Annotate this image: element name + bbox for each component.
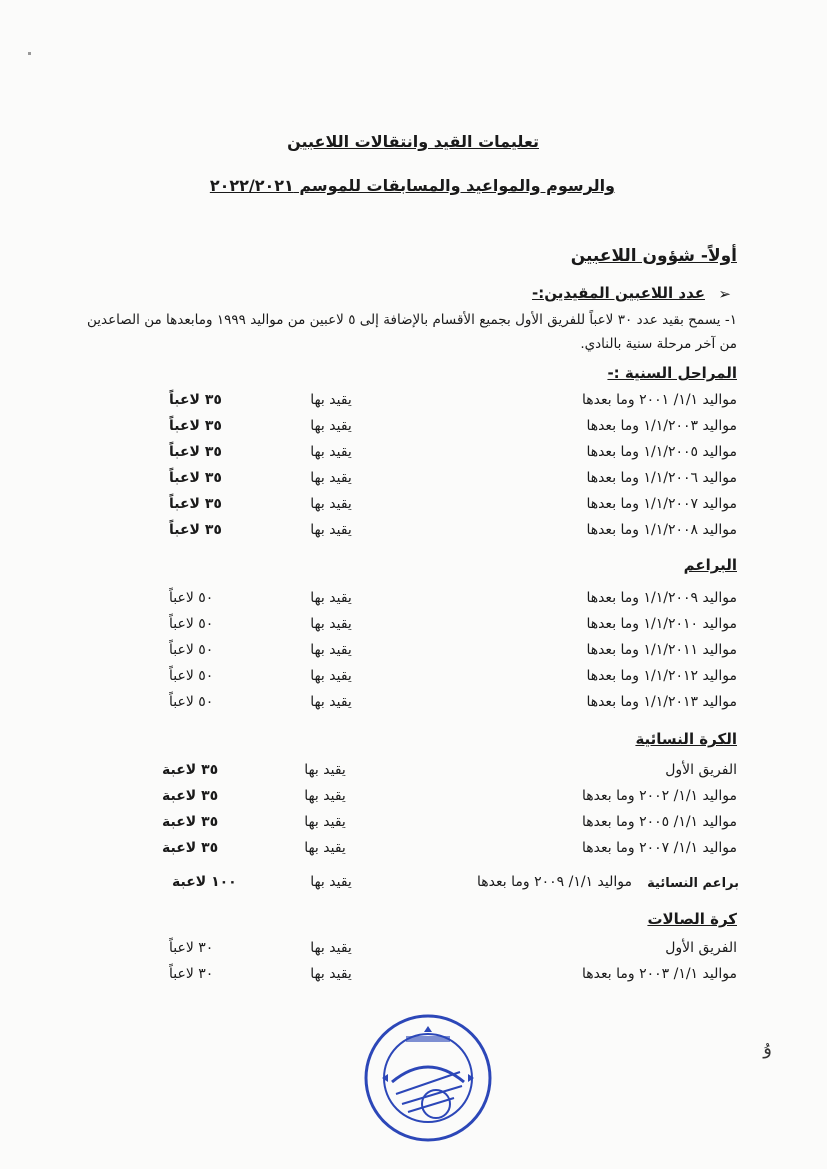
player-count: ٥٠ لاعباً: [169, 616, 214, 632]
player-count: ٣٥ لاعباً: [169, 418, 222, 434]
registration-label: يقيد بها: [310, 966, 352, 982]
player-count: ٣٥ لاعباً: [169, 470, 222, 486]
table-row: [0, 694, 827, 716]
registration-paragraph: ١- يسمح بقيد عدد ٣٠ لاعباً للفريق الأول بجميع الأقسام بالإضافة إلى ٥ لاعبين من مواليد ١٩٩٩ ومابعدها من الصاعدين من آخر مرحلة سنية بالنادي.: [87, 312, 737, 352]
table-row: [0, 496, 827, 518]
table-row: [0, 814, 827, 836]
player-count: ٣٠ لاعباً: [169, 940, 214, 956]
player-count: ٥٠ لاعباً: [169, 642, 214, 658]
birth-range: مواليد ١/١/٢٠٠٣ وما بعدها: [586, 418, 737, 434]
table-row: [0, 418, 827, 440]
birth-range: مواليد ١/١/٢٠١٠ وما بعدها: [586, 616, 737, 632]
women-juniors-label: براعم النسائية: [647, 876, 739, 891]
registration-label: يقيد بها: [310, 522, 352, 538]
birth-range: مواليد ١/١/٢٠٠٨ وما بعدها: [586, 522, 737, 538]
birth-range: مواليد ١/١/ ٢٠٠٥ وما بعدها: [581, 814, 737, 830]
player-count: ٥٠ لاعباً: [169, 694, 214, 710]
table-row: [0, 642, 827, 664]
birth-range: الفريق الأول: [665, 940, 737, 956]
handwritten-initial-icon: ۇ: [763, 1038, 772, 1059]
women-football-heading: الكرة النسائية: [635, 730, 737, 748]
registration-label: يقيد بها: [310, 874, 352, 890]
registration-label: يقيد بها: [310, 392, 352, 408]
birth-range: مواليد ١/١/٢٠١٣ وما بعدها: [586, 694, 737, 710]
document-title: تعليمات القيد وانتقالات اللاعبين: [287, 132, 539, 151]
player-count: ٣٥ لاعبة: [162, 840, 219, 856]
registration-label: يقيد بها: [310, 470, 352, 486]
table-row: [0, 444, 827, 466]
birth-range: مواليد ١/١/٢٠١٢ وما بعدها: [586, 668, 737, 684]
registration-label: يقيد بها: [310, 418, 352, 434]
birth-range: مواليد ١/١/٢٠٠٥ وما بعدها: [586, 444, 737, 460]
birth-range: مواليد ١/١/ ٢٠٠٣ وما بعدها: [581, 966, 737, 982]
table-row: [0, 470, 827, 492]
registration-label: يقيد بها: [304, 788, 346, 804]
birth-range: مواليد ١/١/ ٢٠٠٧ وما بعدها: [581, 840, 737, 856]
birth-range: مواليد ١/١/٢٠٠٧ وما بعدها: [586, 496, 737, 512]
player-count: ١٠٠ لاعبة: [172, 874, 237, 890]
player-count: ٣٥ لاعبة: [162, 762, 219, 778]
table-row: [0, 788, 827, 810]
player-count: ٣٥ لاعبة: [162, 788, 219, 804]
age-stages-heading: المراحل السنية :-: [607, 364, 737, 382]
registration-label: يقيد بها: [310, 496, 352, 512]
player-count: ٥٠ لاعباً: [169, 590, 214, 606]
table-row: [0, 966, 827, 988]
player-count: ٣٥ لاعباً: [169, 496, 222, 512]
table-row: [0, 392, 827, 414]
registration-label: يقيد بها: [304, 840, 346, 856]
birth-range: مواليد ١/١/٢٠١١ وما بعدها: [586, 642, 737, 658]
registration-label: يقيد بها: [304, 814, 346, 830]
registered-players-heading: عدد اللاعبين المقيدين:-: [532, 284, 705, 302]
table-row: [0, 590, 827, 612]
birth-range: الفريق الأول: [665, 762, 737, 778]
birth-range: مواليد ١/١/ ٢٠٠٩ وما بعدها: [476, 874, 632, 890]
document-subtitle: والرسوم والمواعيد والمسابقات للموسم ٢٠٢٢/٢٠٢١: [209, 176, 615, 195]
registration-label: يقيد بها: [310, 694, 352, 710]
table-row: [0, 522, 827, 544]
birth-range: مواليد ١/١/٢٠٠٦ وما بعدها: [586, 470, 737, 486]
player-count: ٣٠ لاعباً: [169, 966, 214, 982]
registration-label: يقيد بها: [304, 762, 346, 778]
player-count: ٣٥ لاعبة: [162, 814, 219, 830]
table-row: [0, 940, 827, 962]
scan-speck: [28, 52, 31, 55]
table-row: [0, 762, 827, 784]
arrow-bullet-icon: ➢: [718, 285, 731, 303]
player-count: ٣٥ لاعباً: [169, 444, 222, 460]
futsal-heading: كرة الصالات: [647, 910, 737, 928]
birth-range: مواليد ١/١/٢٠٠٩ وما بعدها: [586, 590, 737, 606]
table-row: [0, 840, 827, 862]
section-heading-players: أولاً- شؤون اللاعبين: [570, 246, 737, 266]
player-count: ٣٥ لاعباً: [169, 392, 222, 408]
registration-label: يقيد بها: [310, 668, 352, 684]
table-row: [0, 616, 827, 638]
women-juniors-row: [0, 874, 827, 896]
club-seal-stamp-icon: [362, 1012, 494, 1144]
registration-label: يقيد بها: [310, 940, 352, 956]
registration-label: يقيد بها: [310, 590, 352, 606]
juniors-heading: البراعم: [683, 556, 737, 574]
table-row: [0, 668, 827, 690]
player-count: ٣٥ لاعباً: [169, 522, 222, 538]
player-count: ٥٠ لاعباً: [169, 668, 214, 684]
birth-range: مواليد ١/١/ ٢٠٠٢ وما بعدها: [581, 788, 737, 804]
registration-label: يقيد بها: [310, 642, 352, 658]
birth-range: مواليد ١/١/ ٢٠٠١ وما بعدها: [581, 392, 737, 408]
registration-label: يقيد بها: [310, 444, 352, 460]
registration-label: يقيد بها: [310, 616, 352, 632]
